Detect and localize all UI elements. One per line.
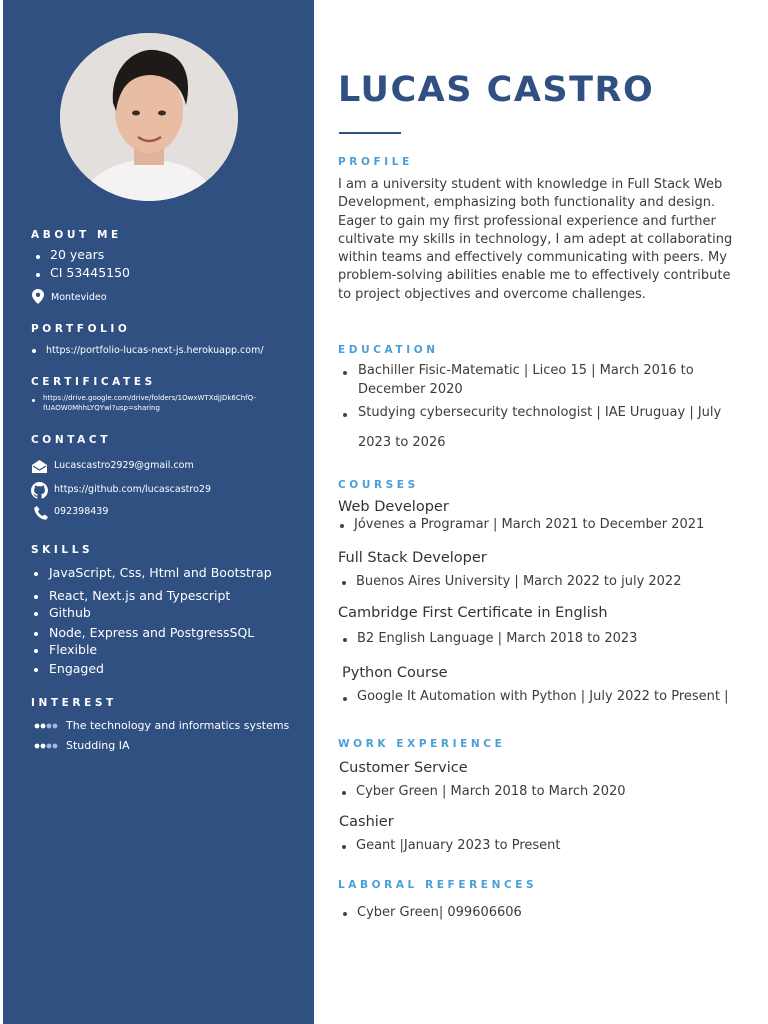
certificates-heading: CERTIFICATES (31, 376, 156, 388)
profile-text: I am a university student with knowledge in Full Stack Web Development, emphasizing both functionality and design. Eager to gain my first professional experience and further cultivate my skills in technology, I am adept at collaborating within teams and effectively communicating with peers. My problem-solving abilities enable me to effectively contribute to project objectives and overcome challenges. (338, 177, 733, 302)
bullet (342, 791, 346, 795)
job-title: Customer Service (339, 760, 468, 776)
contact-github[interactable]: https://github.com/lucascastro29 (54, 484, 212, 495)
job-detail: Cyber Green | March 2018 to March 2020 (356, 784, 626, 799)
reference-item: Cyber Green| 099606606 (357, 905, 522, 920)
profile-photo (60, 33, 238, 201)
bullet (34, 572, 38, 576)
course-detail: Buenos Aires University | March 2022 to july 2022 (356, 574, 682, 589)
profile-heading: PROFILE (338, 156, 413, 168)
github-icon (31, 482, 48, 499)
bullet (34, 632, 38, 636)
about-ci: CI 53445150 (50, 265, 131, 280)
rating-dots-icon (34, 743, 60, 749)
rating-dots-icon (34, 723, 60, 729)
course-detail: B2 English Language | March 2018 to 2023 (357, 631, 638, 646)
job-title: Cashier (339, 814, 394, 830)
main-content (314, 0, 768, 1024)
course-title: Full Stack Developer (338, 550, 487, 566)
education-item-line: Studying cybersecurity technologist | IAE Uruguay | July (358, 405, 722, 420)
skills-heading: SKILLS (31, 544, 94, 556)
bullet (343, 912, 347, 916)
certificates-link[interactable]: https://drive.google.com/drive/folders/1OwxWTXdjJDk6ChfQ- fUAOW0MhhLYQYwl?usp=sharing (43, 394, 256, 412)
bullet (343, 638, 347, 642)
education-item-line: December 2020 (358, 382, 463, 397)
bullet (36, 273, 40, 277)
bullet (32, 399, 35, 402)
bullet (342, 581, 346, 585)
course-title: Web Developer (338, 499, 449, 515)
interest-item: The technology and informatics systems (66, 719, 290, 732)
skill-item: Engaged (49, 661, 104, 676)
skill-item: Flexible (49, 642, 98, 657)
skill-item: Github (49, 605, 91, 620)
contact-phone[interactable]: 092398439 (54, 506, 109, 517)
skill-item: JavaScript, Css, Html and Bootstrap (49, 565, 272, 580)
contact-heading: CONTACT (31, 434, 111, 446)
contact-email[interactable]: Lucascastro2929@gmail.com (54, 460, 194, 471)
skill-item: React, Next.js and Typescript (49, 588, 231, 603)
course-detail: Google It Automation with Python | July 2022 to Present | (357, 689, 729, 704)
education-item-line: 2023 to 2026 (358, 435, 446, 450)
person-name: LUCAS CASTRO (338, 70, 655, 110)
bullet (32, 349, 36, 353)
name-divider (339, 132, 401, 134)
work-experience-heading: WORK EXPERIENCE (338, 738, 506, 750)
phone-icon (34, 506, 48, 520)
bullet (34, 612, 38, 616)
bullet (343, 697, 347, 701)
bullet (340, 524, 344, 528)
job-detail: Geant |January 2023 to Present (356, 838, 561, 853)
course-title: Python Course (342, 665, 448, 681)
sidebar (3, 0, 314, 1024)
about-me-heading: ABOUT ME (31, 229, 122, 241)
bullet (36, 255, 40, 259)
education-item-line: Bachiller Fisic-Matematic | Liceo 15 | March 2016 to (358, 363, 694, 378)
about-location: Montevideo (51, 292, 107, 303)
courses-heading: COURSES (338, 479, 419, 491)
bullet (343, 413, 347, 417)
location-pin-icon (32, 289, 44, 304)
portfolio-heading: PORTFOLIO (31, 323, 131, 335)
interest-heading: INTEREST (31, 697, 117, 709)
references-heading: LABORAL REFERENCES (338, 879, 538, 891)
mail-icon (32, 460, 47, 473)
bullet (343, 371, 347, 375)
portfolio-link[interactable]: https://portfolio-lucas-next-js.herokuapp.com/ (46, 345, 264, 356)
course-detail: Jóvenes a Programar | March 2021 to December 2021 (354, 517, 705, 532)
bullet (34, 668, 38, 672)
bullet (342, 845, 346, 849)
education-heading: EDUCATION (338, 344, 439, 356)
course-title: Cambridge First Certificate in English (338, 605, 608, 621)
bullet (34, 595, 38, 599)
about-age: 20 years (50, 247, 105, 262)
bullet (34, 649, 38, 653)
interest-item: Studding IA (66, 739, 130, 752)
skill-item: Node, Express and PostgressSQL (49, 625, 255, 640)
